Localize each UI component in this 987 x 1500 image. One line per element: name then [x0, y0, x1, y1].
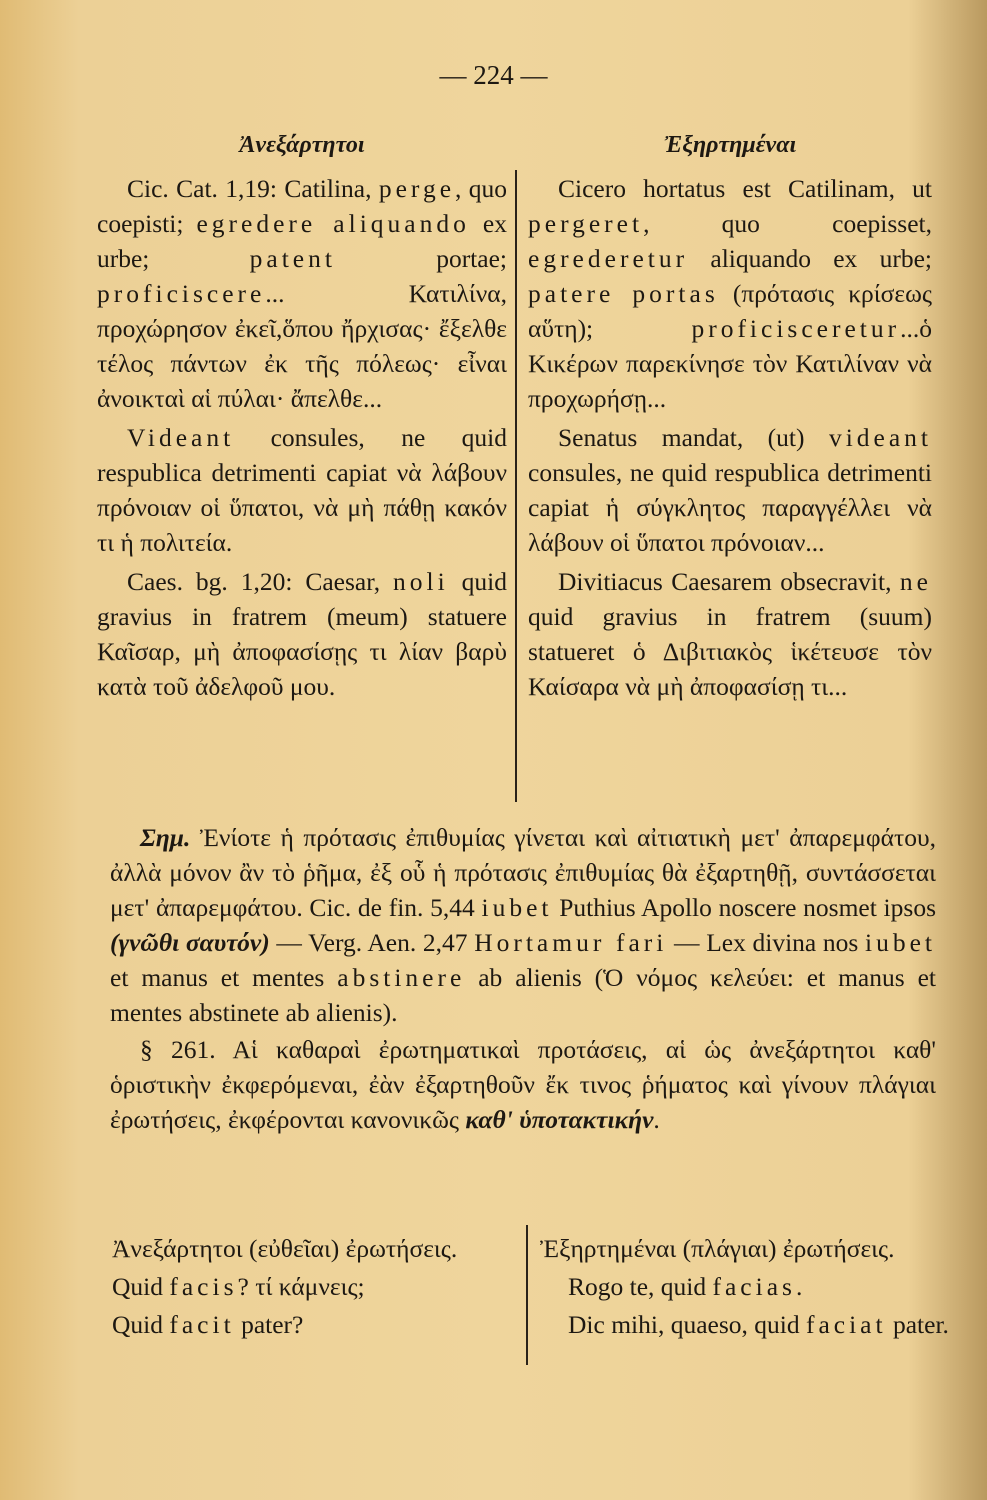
section-261-paragraph: § 261. Αἱ καθαραὶ ἐρωτηματικαὶ προτάσεις, αἱ ὡς ἀνεξάρτητοι καθ' ὁριστικὴν ἐκφερόμεναι, ἐὰν ἐξαρτηθοῦν ἔκ τινος ῥήματος καὶ γίνουν πλάγιαι ἐρωτήσεις, ἐκφέρονται κανονικῶς καθ' ὑποτακτικήν.	[110, 1035, 936, 1134]
page-number: — 224 —	[439, 60, 548, 90]
indirect-questions-heading: Ἐξηρτημέναι (πλάγιαι) ἐρωτήσεις.	[540, 1234, 895, 1263]
right-paragraph-divitiacus: Divitiacus Caesarem obsecravit, ne quid gravius in fratrem (suum) statueret ὁ Διβιτιακὸς ἱκέτευσε τὸν Καίσαρα νὰ μὴ ἀποφασίσῃ τι...	[528, 567, 932, 701]
wide-text-block	[110, 820, 936, 1137]
direct-question-1: Quid facis? τί κάμνεις;	[112, 1272, 365, 1301]
indirect-question-1: Rogo te, quid facias.	[568, 1272, 803, 1301]
right-column-heading: Ἐξηρτημέναι	[663, 132, 797, 158]
left-column-heading: Ἀνεξάρτητοι	[239, 132, 365, 158]
left-column-independent	[97, 128, 507, 704]
indirect-questions	[540, 1230, 949, 1344]
direct-questions-heading: Ἀνεξάρτητοι (εὐθεῖαι) ἐρωτήσεις.	[112, 1234, 458, 1263]
right-column-dependent	[528, 128, 932, 704]
indirect-question-2: Dic mihi, quaeso, quid faciat pater.	[568, 1310, 949, 1339]
right-paragraph-senatus: Senatus mandat, (ut) videant consules, ne quid respublica detrimenti capiat ἡ σύγκλητος παραγγέλλει νὰ λάβουν οἱ ὕπατοι πρόνοιαν...	[528, 423, 932, 557]
right-paragraph-cicero: Cicero hortatus est Catilinam, ut pergeret, quo coepisset, egrederetur aliquando ex urbe; patere portas (πρότασις κρίσεως αὕτη); proficisceretur...ὁ Κικέρων παρεκίνησε τὸν Κατιλίναν νὰ προχωρήσῃ...	[528, 174, 932, 413]
column-divider-bottom	[526, 1225, 528, 1365]
left-paragraph-videant: Videant consules, ne quid respublica detrimenti capiat νὰ λάβουν πρόνοιαν οἱ ὕπατοι, νὰ μὴ πάθῃ κακόν τι ἡ πολιτεία.	[97, 423, 507, 557]
note-paragraph: Σημ. Ἐνίοτε ἡ πρότασις ἐπιθυμίας γίνεται καὶ αἰτιατικὴ μετ' ἀπαρεμφάτου, ἀλλὰ μόνον ἂν τὸ ῥῆμα, ἐξ οὗ ἡ πρότασις ἐπιθυμίας θὰ ἐξαρτηθῇ, συντάσσεται μετ' ἀπαρεμφάτου. Cic. de fin. 5,44 iubet Puthius Apollo noscere nosmet ipsos (γνῶθι σαυτόν) — Verg. Aen. 2,47 Hortamur fari — Lex divina nos iubet et manus et mentes abstinere ab alienis (Ὁ νόμος κελεύει: et manus et mentes abstinete ab alienis).	[110, 823, 936, 1027]
column-divider-top	[515, 170, 517, 802]
left-paragraph-caesar: Caes. bg. 1,20: Caesar, noli quid gravius in fratrem (meum) statuere Καῖσαρ, μὴ ἀποφασίσῃς τι λίαν βαρὺ κατὰ τοῦ ἀδελφοῦ μου.	[97, 567, 507, 701]
note-label: Σημ.	[140, 823, 191, 852]
direct-question-2: Quid facit pater?	[112, 1310, 304, 1339]
direct-questions	[112, 1230, 517, 1344]
left-paragraph-catilina: Cic. Cat. 1,19: Catilina, perge, quo coepisti; egredere aliquando ex urbe; patent portae; proficiscere... Κατιλίνα, προχώρησον ἐκεῖ,ὅπου ἤρχισας· ἔξελθε τέλος πάντων ἐκ τῆς πόλεως· εἶναι ἀνοικταὶ αἱ πύλαι· ἄπελθε...	[97, 174, 508, 413]
